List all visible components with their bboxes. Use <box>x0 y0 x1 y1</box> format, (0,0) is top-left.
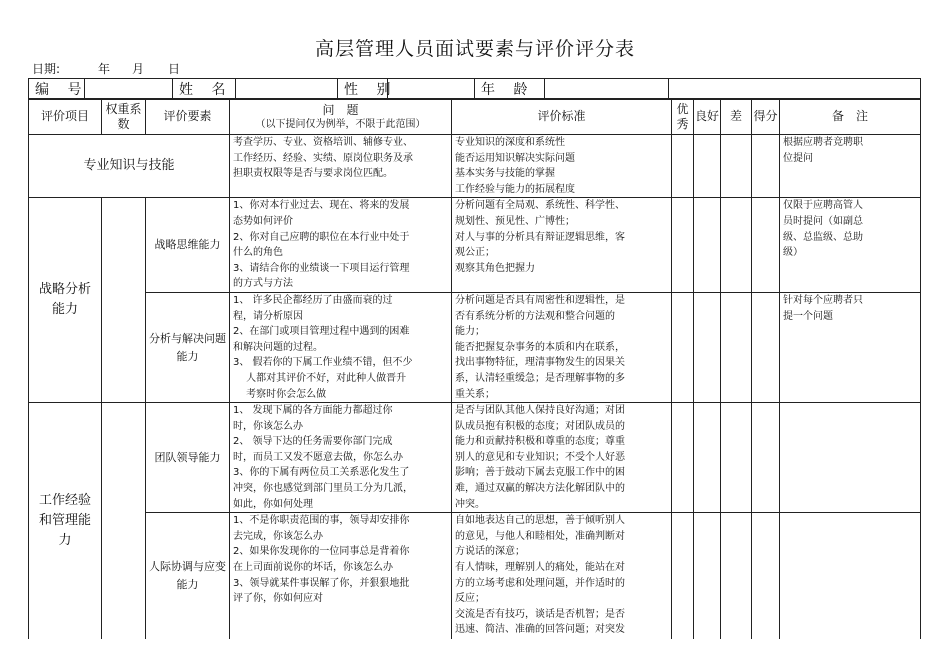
element-strategic-thinking: 战略思维能力 <box>146 198 230 293</box>
age-field[interactable] <box>545 79 669 100</box>
question-line: 1、 发现下属的各方面能力都超过你 <box>233 405 393 417</box>
standard-line: 规划性、预见性、广博性； <box>455 215 575 227</box>
standard-line: 能力和贡献持积极和尊重的态度；尊重 <box>455 436 625 448</box>
standard-line: 难，通过双赢的解决方法化解团队中的 <box>455 483 625 495</box>
questions-cell <box>230 513 452 639</box>
header-item: 评价项目 <box>29 99 102 135</box>
question-line: 人都对其评价不好，对此种人做晋升 <box>233 372 407 384</box>
gender-label: 性 别 <box>338 79 388 100</box>
question-line: 去完成，你该怎么办 <box>233 530 323 542</box>
header-element: 评价要素 <box>146 99 230 135</box>
header-weight: 权重系数 <box>102 99 146 135</box>
remark-cell <box>780 513 921 639</box>
table-row <box>29 135 921 198</box>
excellent-cell[interactable] <box>672 135 694 198</box>
score-cell[interactable] <box>752 292 780 402</box>
name-field[interactable] <box>236 79 338 100</box>
remark-line: 针对每个应聘者只 <box>783 294 863 306</box>
item-professional-skills: 专业知识与技能 <box>29 135 230 198</box>
element-interpersonal: 人际协调与应变能力 <box>146 513 230 639</box>
question-line: 态势如何评价 <box>233 215 293 227</box>
questions-cell <box>230 198 452 293</box>
standard-line: 系，认清轻重缓急；是否理解事物的多 <box>455 372 625 384</box>
table-row <box>29 198 921 293</box>
header-excellent: 优秀 <box>672 99 694 135</box>
question-line: 如此，你如何处理 <box>233 498 313 510</box>
score-cell[interactable] <box>752 513 780 639</box>
poor-cell[interactable] <box>721 513 752 639</box>
question-line: 的方式与方法 <box>233 278 293 290</box>
standard-line: 方说话的深意； <box>455 546 525 558</box>
remark-cell <box>780 198 921 293</box>
standard-line: 自如地表达自己的思想，善于倾听别人 <box>455 515 625 527</box>
score-cell[interactable] <box>752 403 780 513</box>
age-label: 年 龄 <box>475 79 545 100</box>
question-line: 2、你对自己应聘的职位在本行业中处于 <box>233 231 410 243</box>
standard-line: 方的立场考虑和处理问题，并作适时的 <box>455 577 625 589</box>
date-year-label: 年 <box>98 62 111 76</box>
question-line: 考查学历、专业、资格培训、辅修专业、 <box>233 137 413 148</box>
candidate-info-table <box>28 78 921 100</box>
standards-cell <box>452 403 672 513</box>
excellent-cell[interactable] <box>672 513 694 639</box>
standard-line: 能力； <box>455 326 485 338</box>
standard-line: 别人的意见和专业知识；不受个人好恶 <box>455 451 625 463</box>
remark-line: 位提问 <box>783 152 813 164</box>
id-label: 编 号 <box>29 79 85 100</box>
remark-line: 仅限于应聘高管人 <box>783 200 863 212</box>
score-cell[interactable] <box>752 135 780 198</box>
standard-line: 否有系统分析的方法观和整合问题的 <box>455 310 615 322</box>
id-field[interactable] <box>85 79 173 100</box>
standard-line: 冲突。 <box>455 498 485 510</box>
question-line: 时，你该怎么办 <box>233 420 303 432</box>
gender-field[interactable] <box>388 79 475 100</box>
score-cell[interactable] <box>752 198 780 293</box>
question-line: 在上司面前说你的坏话，你该怎么办 <box>233 562 393 574</box>
table-row <box>29 513 921 639</box>
remark-line: 级、总监级、总助 <box>783 231 863 243</box>
remark-cell <box>780 403 921 513</box>
standard-line: 找出事物特征，理清事物发生的因果关 <box>455 357 625 369</box>
question-line: 时，而员工又发不愿意去做，你怎么办 <box>233 451 403 463</box>
remark-line: 根据应聘者竞聘职 <box>783 137 863 148</box>
good-cell[interactable] <box>694 403 721 513</box>
standard-line: 工作经验与能力的拓展程度 <box>455 183 575 195</box>
standard-line: 分析问题是否具有周密性和逻辑性，是 <box>455 294 625 306</box>
table-row <box>29 403 921 513</box>
standard-line: 能否把握复杂事务的本质和内在联系， <box>455 341 625 353</box>
item-work-experience: 工作经验和管理能力 <box>29 403 102 639</box>
question-line: 担职责权限等是否与要求岗位匹配。 <box>233 168 393 180</box>
standards-cell <box>452 513 672 639</box>
standard-line: 影响；善于鼓动下属去克服工作中的困 <box>455 467 625 479</box>
question-line: 3、你的下属有两位员工关系恶化发生了 <box>233 467 410 479</box>
question-line: 程，请分析原因 <box>233 310 303 322</box>
header-row <box>29 99 921 135</box>
header-question <box>230 99 452 135</box>
question-line: 3、领导就某件事误解了你，并狠狠地批 <box>233 577 410 589</box>
date-month-label: 月 <box>132 62 145 76</box>
element-problem-solving: 分析与解决问题能力 <box>146 292 230 402</box>
header-poor: 差 <box>721 99 752 135</box>
standard-line: 观察其角色把握力 <box>455 262 535 274</box>
question-line: 1、不是你职责范围的事，领导却安排你 <box>233 515 410 527</box>
question-line: 1、你对本行业过去、现在、将来的发展 <box>233 200 410 212</box>
standard-line: 交流是否有技巧，谈话是否机智；是否 <box>455 608 625 620</box>
question-line: 2、如果你发现你的一位同事总是背着你 <box>233 546 410 558</box>
remark-line: 员时提问（如副总 <box>783 215 863 227</box>
question-line: 1、 许多民企都经历了由盛而衰的过 <box>233 294 393 306</box>
standard-line: 有人情味，理解别人的痛处，能站在对 <box>455 562 625 574</box>
remark-line: 提一个问题 <box>783 310 833 322</box>
question-line: 2、在部门或项目管理过程中遇到的困难 <box>233 326 410 338</box>
questions-cell <box>230 135 452 198</box>
questions-cell <box>230 292 452 402</box>
question-line: 考察时你会怎么做 <box>233 388 327 400</box>
poor-cell[interactable] <box>721 135 752 198</box>
info-blank-cell <box>669 79 921 100</box>
standard-line: 基本实务与技能的掌握 <box>455 168 555 180</box>
standard-line: 能否运用知识解决实际问题 <box>455 152 575 164</box>
question-line: 评了你，你如何应对 <box>233 593 323 605</box>
standard-line: 是否与团队其他人保持良好沟通；对团 <box>455 405 625 417</box>
standard-line: 反应； <box>455 593 485 605</box>
standard-line: 重关系； <box>455 388 495 400</box>
standard-line: 队成员抱有积极的态度；对团队成员的 <box>455 420 625 432</box>
standards-cell <box>452 198 672 293</box>
questions-cell <box>230 403 452 513</box>
header-remark: 备 注 <box>780 99 921 135</box>
standard-line: 分析问题有全局观、系统性、科学性、 <box>455 200 625 212</box>
item-strategic-analysis: 战略分析能力 <box>29 198 102 403</box>
header-score: 得分 <box>752 99 780 135</box>
excellent-cell[interactable] <box>672 292 694 402</box>
question-line: 工作经历、经验、实绩、原岗位职务及承 <box>233 152 413 164</box>
header-question-title: 问 题 <box>322 102 359 117</box>
question-line: 3、 假若你的下属工作业绩不错，但不少 <box>233 357 413 369</box>
poor-cell[interactable] <box>721 403 752 513</box>
element-team-leadership: 团队领导能力 <box>146 403 230 513</box>
question-line: 冲突，你也感觉到部门里员工分为几派， <box>233 483 413 495</box>
standards-cell <box>452 292 672 402</box>
date-day-label: 日 <box>168 62 181 76</box>
table-row <box>29 292 921 402</box>
standard-line: 的意见，与他人和睦相处，准确判断对 <box>455 530 625 542</box>
weight-cell[interactable] <box>102 198 146 403</box>
weight-cell[interactable] <box>102 403 146 639</box>
evaluation-table <box>28 98 921 639</box>
standard-line: 对人与事的分析具有辩证逻辑思维，客 <box>455 231 625 243</box>
header-question-note: （以下提问仅为例举，不限于此范围） <box>255 118 426 130</box>
good-cell[interactable] <box>694 513 721 639</box>
question-line: 2、 领导下达的任务需要你部门完成 <box>233 436 393 448</box>
name-label: 姓 名 <box>173 79 236 100</box>
remark-line: 级） <box>783 247 803 259</box>
header-good: 良好 <box>694 99 721 135</box>
standard-line: 迅速、简洁、准确的回答问题；对突发 <box>455 624 625 636</box>
good-cell[interactable] <box>694 198 721 293</box>
excellent-cell[interactable] <box>672 403 694 513</box>
standards-cell <box>452 135 672 198</box>
standard-line: 观公正； <box>455 247 495 259</box>
excellent-cell[interactable] <box>672 198 694 293</box>
standard-line: 专业知识的深度和系统性 <box>455 137 565 148</box>
remark-cell <box>780 292 921 402</box>
poor-cell[interactable] <box>721 198 752 293</box>
good-cell[interactable] <box>694 292 721 402</box>
header-standard: 评价标准 <box>452 99 672 135</box>
question-line: 什么的角色 <box>233 247 283 259</box>
question-line: 和解决问题的过程。 <box>233 341 323 353</box>
question-line: 3、请结合你的业绩谈一下项目运行管理 <box>233 262 410 274</box>
date-line <box>32 60 180 77</box>
good-cell[interactable] <box>694 135 721 198</box>
poor-cell[interactable] <box>721 292 752 402</box>
remark-cell <box>780 135 921 198</box>
date-label: 日期: <box>32 62 61 76</box>
form-title: 高层管理人员面试要素与评价评分表 <box>314 38 635 60</box>
